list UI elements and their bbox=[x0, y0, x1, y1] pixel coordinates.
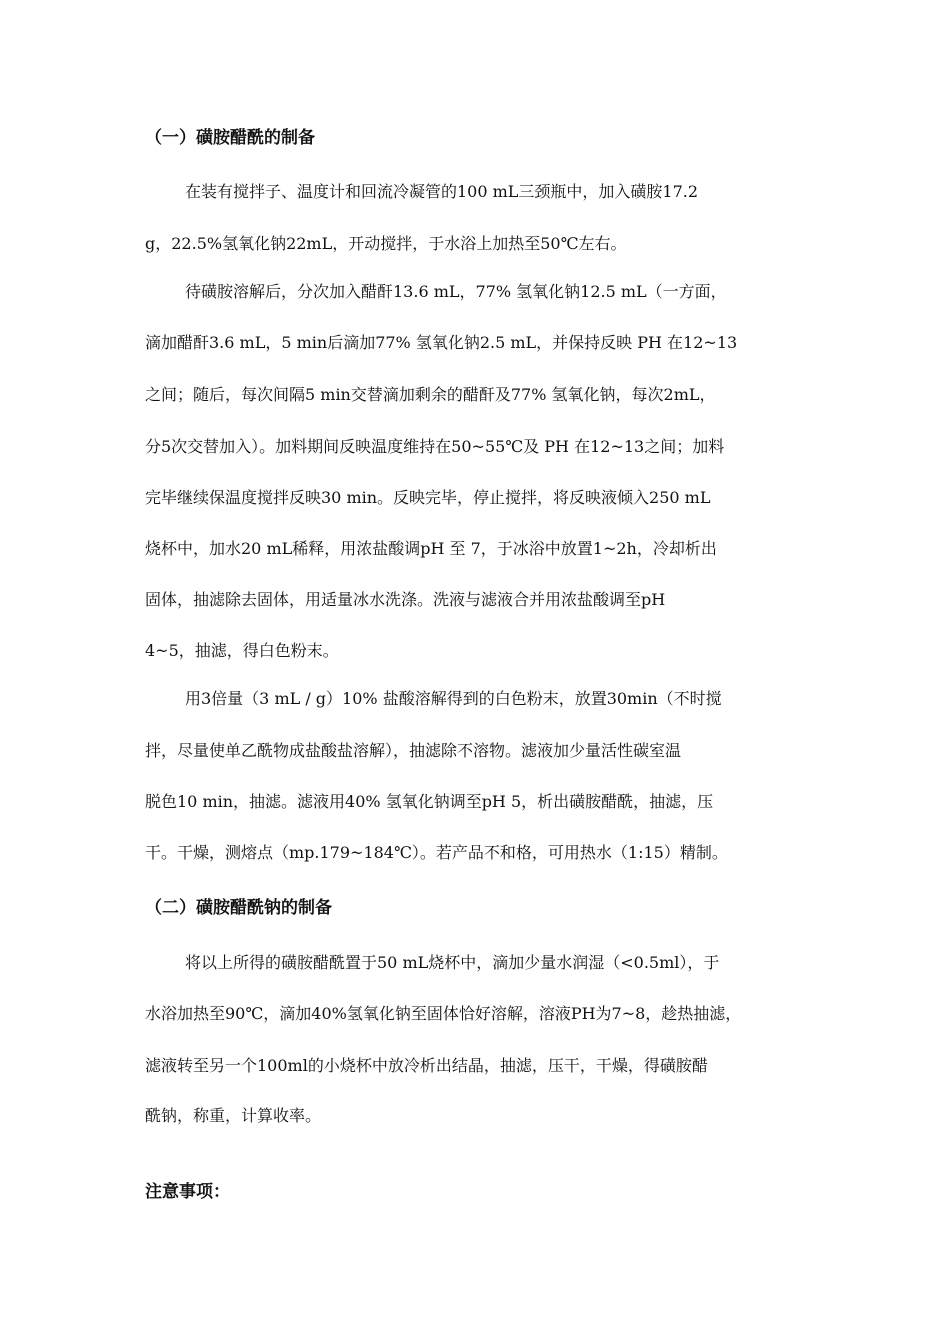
paragraph-line: 分5次交替加入）。加料期间反映温度维持在50~55℃及 PH 在12~13之间；加料 bbox=[145, 437, 725, 456]
paragraph-line: 将以上所得的磺胺醋酰置于50 mL烧杯中，滴加少量水润湿（<0.5ml），于 bbox=[185, 953, 720, 972]
paragraph-line: 待磺胺溶解后，分次加入醋酐13.6 mL，77% 氢氧化钠12.5 mL（一方面， bbox=[185, 282, 727, 301]
notes-heading: 注意事项： bbox=[145, 1182, 230, 1202]
paragraph-line: 完毕继续保温度搅拌反映30 min。反映完毕，停止搅拌，将反映液倾入250 mL bbox=[145, 488, 711, 507]
paragraph-line: 干。干燥，测熔点（mp.179~184℃）。若产品不和格，可用热水（1:15）精制。 bbox=[145, 843, 728, 862]
paragraph-line: g，22.5%氢氧化钠22mL，开动搅拌，于水浴上加热至50℃左右。 bbox=[145, 234, 627, 253]
paragraph-line: 之间；随后，每次间隔5 min交替滴加剩余的醋酐及77% 氢氧化钠，每次2mL， bbox=[145, 385, 716, 404]
paragraph-line: 在装有搅拌子、温度计和回流冷凝管的100 mL三颈瓶中，加入磺胺17.2 bbox=[185, 182, 699, 201]
paragraph-line: 滤液转至另一个100ml的小烧杯中放冷析出结晶，抽滤，压干，干燥，得磺胺醋 bbox=[145, 1056, 708, 1075]
section2-heading: （二）磺胺醋酰钠的制备 bbox=[145, 898, 332, 918]
paragraph-line: 酰钠，称重，计算收率。 bbox=[145, 1106, 322, 1125]
section1-heading: （一）磺胺醋酰的制备 bbox=[145, 128, 315, 148]
paragraph-line: 固体，抽滤除去固体，用适量冰水洗涤。洗液与滤液合并用浓盐酸调至pH bbox=[145, 590, 666, 609]
paragraph-line: 4~5，抽滤，得白色粉末。 bbox=[145, 641, 339, 660]
paragraph-line: 拌，尽量使单乙酰物成盐酸盐溶解），抽滤除不溶物。滤液加少量活性碳室温 bbox=[145, 741, 682, 760]
paragraph-line: 烧杯中，加水20 mL稀释，用浓盐酸调pH 至 7，于冰浴中放置1~2h，冷却析出 bbox=[145, 539, 717, 558]
paragraph-line: 滴加醋酐3.6 mL，5 min后滴加77% 氢氧化钠2.5 mL，并保持反映 PH 在12~13 bbox=[145, 333, 738, 352]
paragraph-line: 水浴加热至90℃，滴加40%氢氧化钠至固体恰好溶解，溶液PH为7~8，趁热抽滤， bbox=[145, 1004, 742, 1023]
paragraph-line: 用3倍量（3 mL / g）10% 盐酸溶解得到的白色粉末，放置30min（不时搅 bbox=[185, 689, 722, 708]
paragraph-line: 脱色10 min，抽滤。滤液用40% 氢氧化钠调至pH 5，析出磺胺醋酰，抽滤，压 bbox=[145, 792, 714, 811]
